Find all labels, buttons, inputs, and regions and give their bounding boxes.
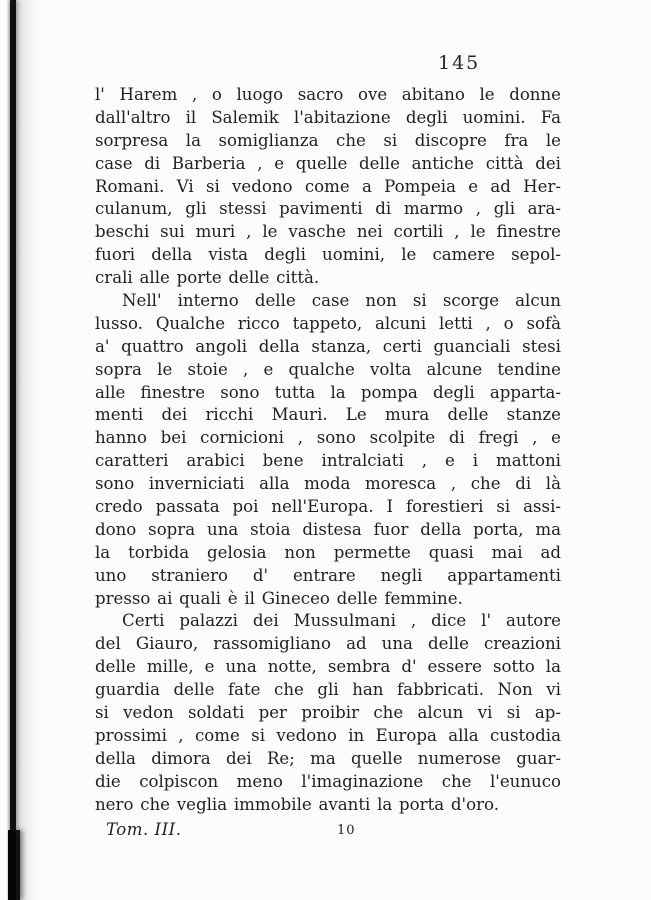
text-line: case di Barberia , e quelle delle antiche città dei <box>95 153 561 173</box>
text-line: la torbida gelosia non permette quasi mai ad <box>95 542 561 562</box>
footer-signature-mark: 10 <box>337 823 356 838</box>
text-line: crali alle porte delle città. <box>95 268 320 288</box>
text-line: alle finestre sono tutta la pompa degli apparta- <box>95 382 561 402</box>
text-line: l' Harem , o luogo sacro ove abitano le donne <box>95 85 561 104</box>
text-line: della dimora dei Re; ma quelle numerose guar- <box>95 748 561 768</box>
text-line: fuori della vista degli uomini, le camere sepol- <box>95 245 561 265</box>
text-line: Romani. Vi si vedono come a Pompeia e ad Her- <box>95 176 561 196</box>
scan-edge-shading <box>16 0 38 900</box>
text-line: credo passata poi nell'Europa. I forestieri si assi- <box>95 497 561 517</box>
text-line: nero che veglia immobile avanti la porta d'oro. <box>95 794 500 814</box>
text-line: sono inverniciati alla moda moresca , che di là <box>95 474 561 494</box>
footer-volume-label: Tom. III. <box>106 820 182 839</box>
text-line: dall'altro il Salemik l'abitazione degli uomini. Fa <box>95 107 561 127</box>
text-line: guardia delle fate che gli han fabbricati. Non vi <box>95 680 561 700</box>
paragraph <box>95 610 561 816</box>
text-line: die colpiscon meno l'imaginazione che l'eunuco <box>95 771 561 791</box>
text-line: uno straniero d' entrare negli appartamenti <box>95 565 561 585</box>
text-line: dono sopra una stoia distesa fuor della porta, ma <box>95 519 561 539</box>
text-line: sorpresa la somiglianza che si discopre fra le <box>95 130 561 150</box>
text-line: sopra le stoie , e qualche volta alcune tendine <box>95 359 561 379</box>
text-line: si vedon soldati per proibir che alcun vi si ap- <box>95 703 561 723</box>
text-line: caratteri arabici bene intralciati , e i mattoni <box>95 451 561 471</box>
page-footer <box>95 820 561 844</box>
text-line: presso ai quali è il Gineceo delle femmine. <box>95 588 463 608</box>
text-line: beschi sui muri , le vasche nei cortili , le finestre <box>95 222 561 242</box>
page-number: 145 <box>438 52 481 74</box>
text-line: delle mille, e una notte, sembra d' essere sotto la <box>95 657 561 677</box>
body-text <box>95 84 561 817</box>
text-line: lusso. Qualche ricco tappeto, alcuni letti , o sofà <box>95 313 561 333</box>
text-line: del Giauro, rassomigliano ad una delle creazioni <box>95 634 561 654</box>
text-line: hanno bei cornicioni , sono scolpite di fregi , e <box>95 428 561 448</box>
text-line: a' quattro angoli della stanza, certi guanciali stesi <box>95 336 561 356</box>
text-line: menti dei ricchi Mauri. Le mura delle stanze <box>95 405 561 425</box>
paragraph <box>95 290 561 610</box>
paragraph <box>95 84 561 290</box>
text-line: Certi palazzi dei Mussulmani , dice l' autore <box>122 611 561 631</box>
text-line: Nell' interno delle case non si scorge alcun <box>122 291 561 311</box>
text-line: culanum, gli stessi pavimenti di marmo , gli ara- <box>95 199 561 219</box>
text-line: prossimi , come si vedono in Europa alla custodia <box>95 725 561 745</box>
